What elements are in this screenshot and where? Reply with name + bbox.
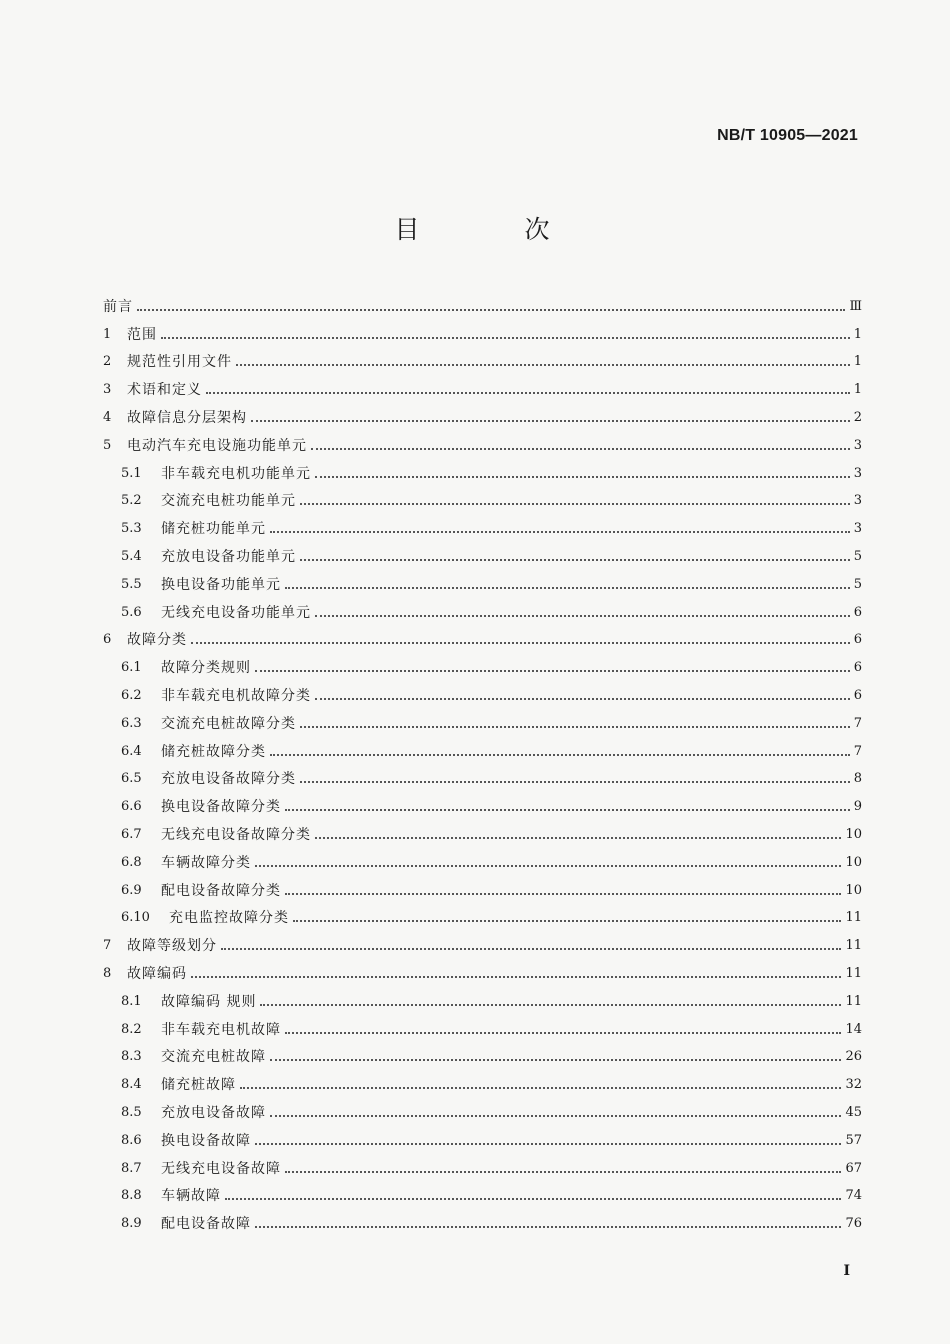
toc-entry-number: 8.1 xyxy=(121,993,142,1009)
toc-entry-number: 3 xyxy=(103,382,112,398)
toc-entry-number: 5 xyxy=(103,437,112,453)
toc-entry-page: 5 xyxy=(853,548,862,564)
toc-entry-page: 67 xyxy=(845,1160,862,1176)
toc-entry[interactable] xyxy=(103,1095,862,1123)
toc-entry[interactable] xyxy=(103,456,862,484)
toc-entry-page: 74 xyxy=(845,1188,862,1204)
toc-dot-leader xyxy=(221,948,841,950)
toc-entry-number: 8.9 xyxy=(121,1216,142,1232)
toc-entry-number: 5.4 xyxy=(121,548,142,564)
toc-entry-label: 无线充电设备功能单元 xyxy=(161,604,311,621)
toc-entry-number: 6.9 xyxy=(121,882,142,898)
toc-entry-label: 前言 xyxy=(103,298,133,315)
toc-entry-label: 车辆故障 xyxy=(161,1188,221,1205)
toc-entry-label: 储充桩功能单元 xyxy=(161,521,266,538)
toc-entry-number: 8.8 xyxy=(121,1188,142,1204)
toc-dot-leader xyxy=(315,476,850,478)
toc-entry-label: 规范性引用文件 xyxy=(127,354,232,371)
document-code: NB/T 10905—2021 xyxy=(717,127,858,144)
toc-entry[interactable] xyxy=(103,1123,862,1151)
toc-entry-page: 5 xyxy=(853,576,862,592)
toc-entry-page: 9 xyxy=(853,799,862,815)
toc-entry-label: 换电设备故障分类 xyxy=(161,799,281,816)
toc-dot-leader xyxy=(300,503,850,505)
toc-entry[interactable] xyxy=(103,901,862,929)
toc-entry-page: 10 xyxy=(845,854,862,870)
toc-entry-number: 8 xyxy=(103,965,112,981)
toc-entry-number: 5.5 xyxy=(121,576,142,592)
toc-dot-leader xyxy=(255,1226,841,1228)
toc-dot-leader xyxy=(255,1143,841,1145)
toc-entry-page: 45 xyxy=(845,1104,862,1120)
toc-dot-leader xyxy=(285,1171,841,1173)
toc-entry-number: 5.2 xyxy=(121,493,142,509)
toc-entry-page: 6 xyxy=(853,604,862,620)
toc-entry-page: 11 xyxy=(845,993,862,1009)
toc-entry-page: 7 xyxy=(853,715,862,731)
toc-entry-label: 故障编码 xyxy=(127,965,187,982)
toc-entry-page: 6 xyxy=(853,687,862,703)
toc-entry[interactable] xyxy=(103,345,862,373)
toc-entry-page: 76 xyxy=(845,1216,862,1232)
toc-entry-label: 交流充电桩功能单元 xyxy=(161,493,296,510)
toc-entry-number: 8.5 xyxy=(121,1104,142,1120)
toc-entry[interactable] xyxy=(103,1151,862,1179)
toc-entry-number: 5.1 xyxy=(121,465,142,481)
toc-entry-number: 6.8 xyxy=(121,854,142,870)
toc-dot-leader xyxy=(315,837,841,839)
toc-entry-label: 故障等级划分 xyxy=(127,938,217,955)
toc-entry[interactable] xyxy=(103,762,862,790)
toc-entry-label: 储充桩故障分类 xyxy=(161,743,266,760)
toc-entry-number: 4 xyxy=(103,409,112,425)
toc-entry-page: 6 xyxy=(853,632,862,648)
toc-entry-label: 配电设备故障 xyxy=(161,1216,251,1233)
toc-entry-label: 无线充电设备故障 xyxy=(161,1160,281,1177)
toc-entry-page: 11 xyxy=(845,910,862,926)
toc-entry-number: 8.7 xyxy=(121,1160,142,1176)
toc-entry-number: 8.2 xyxy=(121,1021,142,1037)
toc-entry-number: 6 xyxy=(103,632,112,648)
toc-entry[interactable] xyxy=(103,289,862,317)
page-number: I xyxy=(843,1263,850,1279)
toc-entry-label: 车辆故障分类 xyxy=(161,854,251,871)
toc-dot-leader xyxy=(161,337,850,339)
toc-entry-number: 6.10 xyxy=(121,910,150,926)
toc-dot-leader xyxy=(311,448,850,450)
toc-entry[interactable] xyxy=(103,400,862,428)
toc-entry-number: 6.6 xyxy=(121,799,142,815)
toc-entry-label: 无线充电设备故障分类 xyxy=(161,826,311,843)
toc-dot-leader xyxy=(251,420,850,422)
toc-entry[interactable] xyxy=(103,539,862,567)
toc-dot-leader xyxy=(225,1198,841,1200)
toc-entry[interactable] xyxy=(103,372,862,400)
toc-entry-number: 8.3 xyxy=(121,1049,142,1065)
toc-entry-label: 换电设备功能单元 xyxy=(161,576,281,593)
toc-entry[interactable] xyxy=(103,1067,862,1095)
toc-entry[interactable] xyxy=(103,873,862,901)
toc-entry[interactable] xyxy=(103,984,862,1012)
toc-entry[interactable] xyxy=(103,1206,862,1234)
toc-entry-number: 5.6 xyxy=(121,604,142,620)
toc-dot-leader xyxy=(270,1115,841,1117)
toc-entry-page: Ⅲ xyxy=(849,298,862,314)
toc-entry-page: 3 xyxy=(853,521,862,537)
toc-dot-leader xyxy=(293,920,841,922)
toc-entry-label: 故障信息分层架构 xyxy=(127,409,247,426)
toc-entry-label: 故障分类 xyxy=(127,632,187,649)
toc-entry-number: 6.3 xyxy=(121,715,142,731)
toc-entry-number: 6.7 xyxy=(121,826,142,842)
toc-entry-page: 3 xyxy=(853,437,862,453)
toc-dot-leader xyxy=(270,1059,841,1061)
toc-entry-number: 8.6 xyxy=(121,1132,142,1148)
toc-dot-leader xyxy=(260,1004,841,1006)
toc-entry-number: 6.4 xyxy=(121,743,142,759)
toc-entry-number: 8.4 xyxy=(121,1077,142,1093)
toc-entry[interactable] xyxy=(103,1012,862,1040)
toc-entry-page: 1 xyxy=(853,354,862,370)
toc-entry[interactable] xyxy=(103,650,862,678)
toc-entry-label: 交流充电桩故障 xyxy=(161,1049,266,1066)
toc-entry-page: 3 xyxy=(853,493,862,509)
toc-entry-page: 11 xyxy=(845,965,862,981)
toc-dot-leader xyxy=(300,559,850,561)
toc-entry-page: 1 xyxy=(853,326,862,342)
toc-dot-leader xyxy=(255,670,850,672)
toc-entry[interactable] xyxy=(103,789,862,817)
toc-entry-label: 非车载充电机功能单元 xyxy=(161,465,311,482)
toc-entry[interactable] xyxy=(103,484,862,512)
toc-entry-page: 10 xyxy=(845,882,862,898)
toc-dot-leader xyxy=(240,1087,841,1089)
toc-dot-leader xyxy=(191,976,841,978)
toc-dot-leader xyxy=(315,615,850,617)
toc-entry-page: 1 xyxy=(853,382,862,398)
toc-dot-leader xyxy=(236,364,850,366)
toc-entry-label: 储充桩故障 xyxy=(161,1077,236,1094)
toc-entry[interactable] xyxy=(103,1040,862,1068)
toc-entry-label: 范围 xyxy=(127,326,157,343)
toc-dot-leader xyxy=(255,865,841,867)
toc-title: 目 次 xyxy=(394,215,590,244)
toc-entry-label: 非车载充电机故障分类 xyxy=(161,687,311,704)
toc-entry-label: 非车载充电机故障 xyxy=(161,1021,281,1038)
toc-entry-label: 换电设备故障 xyxy=(161,1132,251,1149)
toc-entry[interactable] xyxy=(103,817,862,845)
toc-entry-number: 2 xyxy=(103,354,112,370)
toc-entry[interactable] xyxy=(103,678,862,706)
toc-dot-leader xyxy=(191,642,850,644)
toc-entry[interactable] xyxy=(103,956,862,984)
toc-dot-leader xyxy=(285,587,850,589)
toc-dot-leader xyxy=(300,726,850,728)
toc-entry-label: 故障分类规则 xyxy=(161,660,251,677)
toc-dot-leader xyxy=(285,809,850,811)
toc-entry-number: 5.3 xyxy=(121,521,142,537)
toc-entry-label: 充放电设备故障分类 xyxy=(161,771,296,788)
toc-dot-leader xyxy=(285,893,841,895)
toc-entry-label: 充放电设备故障 xyxy=(161,1104,266,1121)
toc-entry[interactable] xyxy=(103,1179,862,1207)
toc-entry-page: 26 xyxy=(845,1049,862,1065)
toc-entry-page: 7 xyxy=(853,743,862,759)
toc-entry-label: 配电设备故障分类 xyxy=(161,882,281,899)
toc-dot-leader xyxy=(300,781,850,783)
toc-entry[interactable] xyxy=(103,567,862,595)
toc-entry-page: 8 xyxy=(853,771,862,787)
toc-entry-page: 2 xyxy=(853,409,862,425)
toc-entry-number: 6.1 xyxy=(121,660,142,676)
toc-entry[interactable] xyxy=(103,428,862,456)
table-of-contents xyxy=(103,289,862,1234)
toc-entry-number: 6.5 xyxy=(121,771,142,787)
toc-entry[interactable] xyxy=(103,845,862,873)
toc-entry-page: 57 xyxy=(845,1132,862,1148)
toc-entry[interactable] xyxy=(103,734,862,762)
toc-dot-leader xyxy=(206,392,850,394)
toc-entry[interactable] xyxy=(103,623,862,651)
toc-dot-leader xyxy=(315,698,850,700)
toc-entry-label: 交流充电桩故障分类 xyxy=(161,715,296,732)
toc-entry-label: 充放电设备功能单元 xyxy=(161,548,296,565)
toc-dot-leader xyxy=(270,531,850,533)
toc-entry-page: 32 xyxy=(845,1077,862,1093)
toc-entry-label: 电动汽车充电设施功能单元 xyxy=(127,437,307,454)
toc-entry-number: 7 xyxy=(103,938,112,954)
toc-dot-leader xyxy=(137,309,845,311)
toc-entry-label: 充电监控故障分类 xyxy=(169,910,289,927)
toc-entry-page: 14 xyxy=(845,1021,862,1037)
toc-entry-page: 3 xyxy=(853,465,862,481)
toc-dot-leader xyxy=(270,754,850,756)
toc-entry-page: 6 xyxy=(853,660,862,676)
toc-entry-number: 1 xyxy=(103,326,112,342)
toc-dot-leader xyxy=(285,1032,841,1034)
toc-entry[interactable] xyxy=(103,511,862,539)
toc-entry-label: 故障编码 规则 xyxy=(161,993,257,1010)
toc-entry[interactable] xyxy=(103,595,862,623)
toc-entry-page: 10 xyxy=(845,826,862,842)
toc-entry[interactable] xyxy=(103,928,862,956)
toc-entry[interactable] xyxy=(103,317,862,345)
toc-entry[interactable] xyxy=(103,706,862,734)
toc-entry-number: 6.2 xyxy=(121,687,142,703)
toc-entry-page: 11 xyxy=(845,938,862,954)
toc-entry-label: 术语和定义 xyxy=(127,382,202,399)
